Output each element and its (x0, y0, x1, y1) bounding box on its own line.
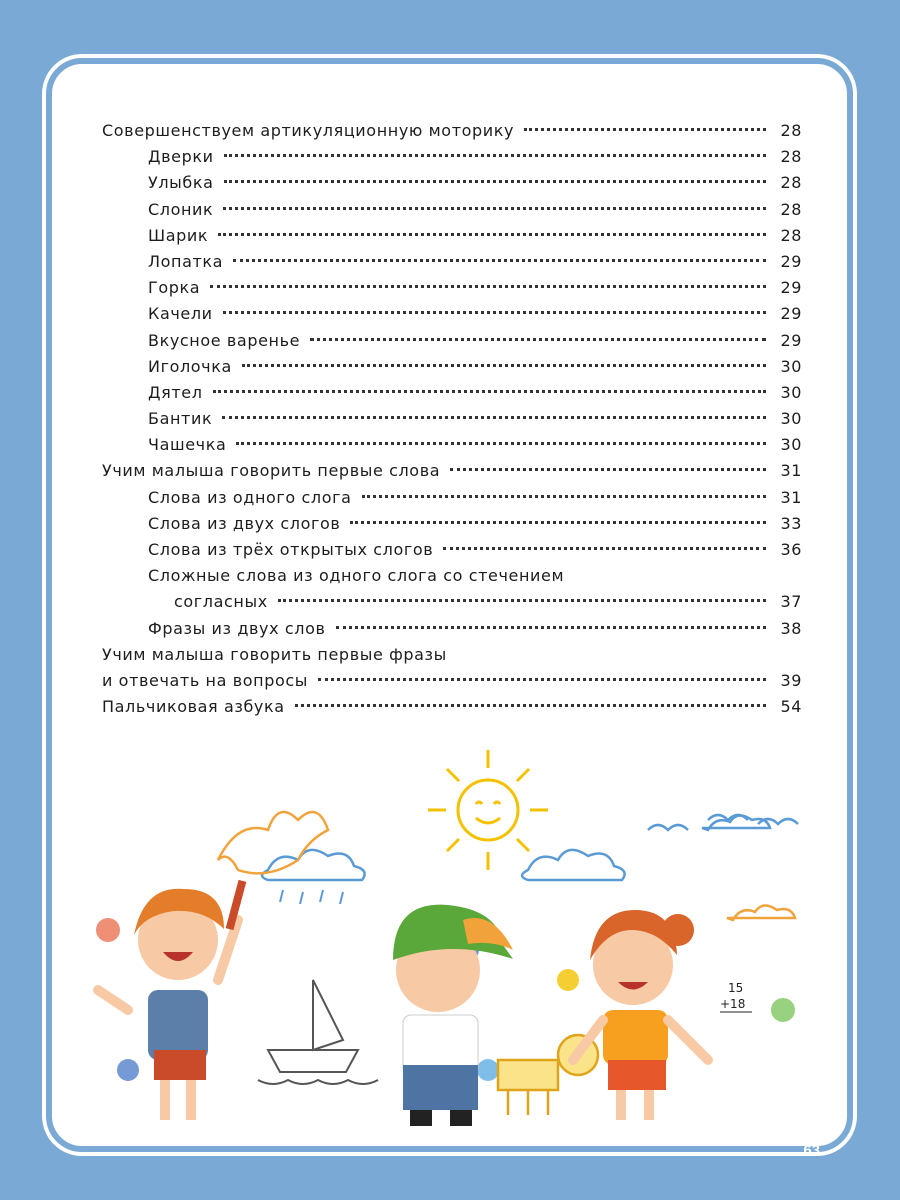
toc-entry-title: согласных (174, 592, 268, 612)
math-top-number: 15 (728, 981, 744, 995)
toc-leader-dots (524, 128, 766, 131)
toc-entry-title: Горка (148, 278, 201, 298)
toc-leader-dots (310, 338, 766, 341)
children-drawing-illustration (68, 720, 830, 1130)
toc-entry (102, 485, 802, 511)
toc-entry-page: 30 (780, 356, 802, 376)
toc-entry-page: 54 (780, 697, 802, 717)
cloud-doodle (522, 850, 625, 880)
toc-entry-title: Лопатка (148, 251, 224, 271)
toc-entry (102, 616, 802, 642)
toc-entry (102, 354, 802, 380)
toc-entry-page: 28 (780, 121, 802, 140)
toc-entry-title: Пальчиковая азбука (102, 697, 285, 717)
toc-entry-title: Совершенствуем артикуляционную моторику (102, 121, 515, 140)
toc-entry-title: Дверки (148, 147, 214, 167)
toc-entry (102, 668, 802, 694)
toc-entry (102, 563, 802, 589)
toc-leader-dots (224, 180, 766, 183)
toc-entry (102, 144, 802, 170)
toc-entry-title: Дятел (148, 382, 203, 402)
toc-entry-page: 31 (780, 487, 802, 507)
cloud-doodle (727, 905, 795, 920)
cloud-doodle (262, 850, 365, 880)
toc-entry-page: 30 (780, 435, 802, 455)
girl-right-character (573, 910, 708, 1120)
math-bottom-number: +18 (720, 997, 746, 1011)
toc-entry-page: 38 (780, 618, 802, 638)
toc-entry (102, 223, 802, 249)
toc-entry-page: 31 (780, 461, 802, 481)
toc-leader-dots (218, 233, 766, 236)
table-of-contents (102, 118, 802, 720)
toc-entry-title: Слоник (148, 199, 214, 219)
toc-entry-page: 30 (780, 409, 802, 429)
toc-entry-page: 29 (780, 251, 802, 271)
toc-entry-page: 29 (780, 330, 802, 350)
rain-doodle (280, 890, 343, 904)
toc-entry-title: Качели (148, 304, 213, 324)
content-sheet (68, 80, 830, 1130)
toc-entry-title: Улыбка (148, 173, 214, 193)
toc-entry-page: 36 (780, 540, 802, 559)
toc-leader-dots (295, 704, 766, 707)
toc-entry (102, 511, 802, 537)
toc-leader-dots (223, 311, 766, 314)
toc-entry (102, 432, 802, 458)
toc-entry-page: 37 (780, 592, 802, 612)
toc-leader-dots (233, 259, 766, 262)
toc-leader-dots (318, 678, 766, 681)
toc-entry (102, 301, 802, 327)
toc-leader-dots (236, 442, 766, 445)
toc-entry-title: Бантик (148, 409, 213, 429)
toc-leader-dots (224, 154, 766, 157)
toc-entry (102, 249, 802, 275)
toc-entry (102, 694, 802, 720)
toc-entry-title: Слова из одного слога (148, 487, 352, 507)
math-doodle (720, 981, 752, 1012)
toc-entry-title: Чашечка (148, 435, 227, 455)
toc-entry (102, 458, 802, 484)
sun-doodle (428, 750, 548, 870)
toc-entry (102, 380, 802, 406)
page-number: 63 (803, 1142, 820, 1159)
toc-entry-title: Вкусное варенье (148, 330, 301, 350)
boy-character (393, 905, 513, 1126)
toc-entry-page: 28 (780, 199, 802, 219)
toc-entry (102, 406, 802, 432)
toc-leader-dots (210, 285, 766, 288)
toc-leader-dots (336, 626, 766, 629)
toc-entry-page: 29 (780, 278, 802, 298)
toc-entry-page: 28 (780, 173, 802, 193)
toc-leader-dots (443, 547, 766, 550)
boat-doodle (258, 980, 378, 1084)
toc-entry-page: 30 (780, 382, 802, 402)
toc-entry-title: Фразы из двух слов (148, 618, 326, 638)
toc-entry-page: 28 (780, 225, 802, 245)
toc-leader-dots (222, 416, 766, 419)
toc-entry-page: 33 (780, 513, 802, 533)
toc-entry (102, 537, 802, 563)
toc-entry-page: 39 (780, 670, 802, 690)
toc-leader-dots (242, 364, 766, 367)
girl-left-character (98, 880, 246, 1120)
toc-entry-title: Слова из двух слогов (148, 513, 341, 533)
toc-entry-title: Учим малыша говорить первые слова (102, 461, 441, 481)
toc-leader-dots (278, 599, 766, 602)
toc-entry-title: Иголочка (148, 356, 232, 376)
toc-entry-page: 29 (780, 304, 802, 324)
toc-leader-dots (223, 207, 766, 210)
toc-leader-dots (350, 521, 766, 524)
toc-entry-title: Шарик (148, 225, 209, 245)
toc-entry-title: Учим малыша говорить первые фразы (102, 644, 447, 664)
toc-entry-title: и отвечать на вопросы (102, 670, 308, 690)
toc-leader-dots (362, 495, 766, 498)
toc-entry-page: 28 (780, 147, 802, 167)
toc-entry (102, 589, 802, 615)
toc-leader-dots (213, 390, 766, 393)
toc-entry-title: Слова из трёх открытых слогов (148, 540, 434, 559)
toc-entry (102, 197, 802, 223)
toc-entry (102, 118, 802, 144)
toc-entry (102, 275, 802, 301)
toc-leader-dots (450, 468, 766, 471)
toc-entry (102, 170, 802, 196)
toc-entry (102, 328, 802, 354)
toc-entry (102, 642, 802, 668)
toc-entry-title: Сложные слова из одного слога со стечением (148, 566, 565, 586)
